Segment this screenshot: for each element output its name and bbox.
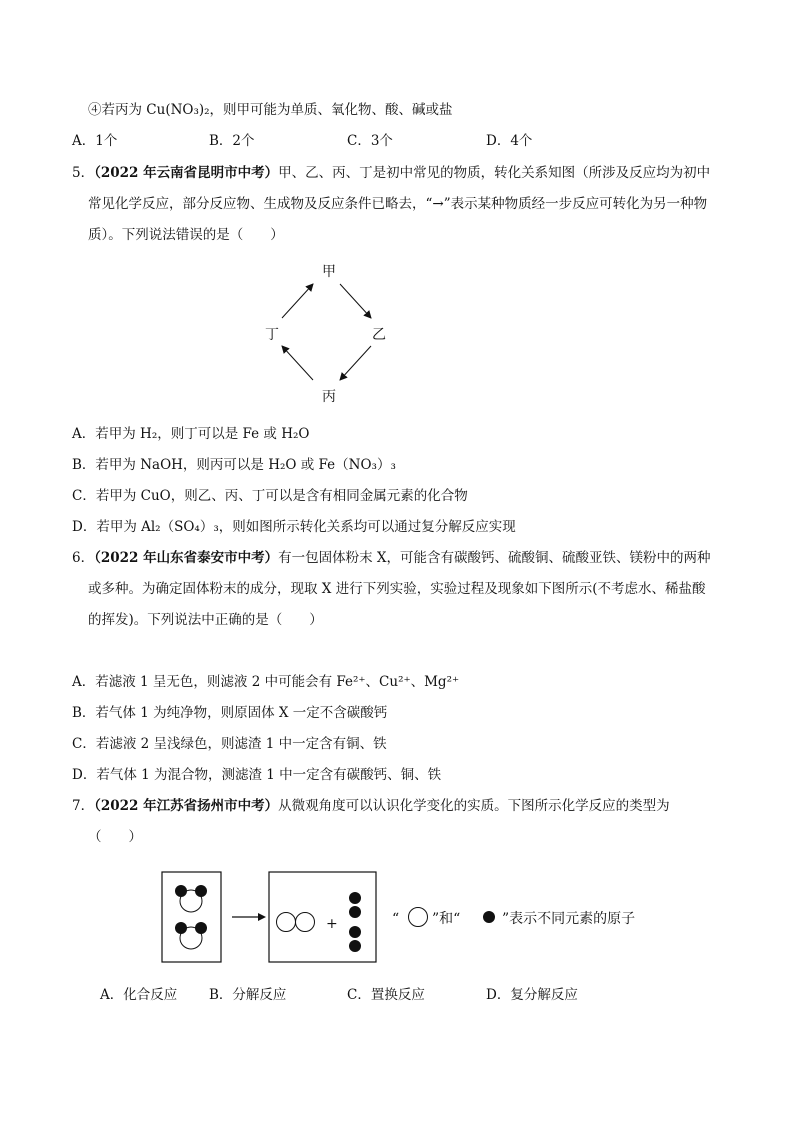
q6-stem-line1 xyxy=(72,549,711,567)
q7-stem-text: 从微观角度可以认识化学变化的实质。下图所示化学反应的类型为 xyxy=(278,798,670,814)
q4-option-c: C．3个 xyxy=(347,133,393,149)
reactant-molecule-1 xyxy=(175,885,207,912)
legend-and: ”和“ xyxy=(432,911,461,927)
q5-arrow-bing-to-ding xyxy=(282,346,313,380)
q7-number: 7． xyxy=(72,798,95,814)
q5-arrow-ding-to-jia xyxy=(282,284,313,318)
q7-option-c: C．置换反应 xyxy=(347,987,425,1003)
q5-conversion-diagram xyxy=(260,258,400,408)
product-molecule-white xyxy=(277,913,315,932)
legend-caption: ”表示不同元素的原子 xyxy=(502,911,636,927)
q4-statement-4: ④若丙为 Cu(NO₃)₂，则甲可能为单质、氧化物、酸、碱或盐 xyxy=(88,102,453,118)
q6-stem-line2: 或多种。为确定固体粉末的成分，现取 X 进行下列实验，实验过程及现象如下图所示(不考虑水、稀盐酸 xyxy=(88,581,706,597)
q5-source: （2022 年云南省昆明市中考） xyxy=(94,165,279,181)
q5-arrow-yi-to-bing xyxy=(340,346,371,380)
reaction-arrow-head xyxy=(258,913,266,921)
legend-black-atom xyxy=(483,911,495,923)
q5-stem-text: 甲、乙、丙、丁是初中常见的物质，转化关系知图（所涉及反应均为初中 xyxy=(278,165,711,181)
q7-source: （2022 年江苏省扬州市中考） xyxy=(94,798,279,814)
legend-white-atom xyxy=(409,908,428,927)
q4-option-a: A．1个 xyxy=(72,133,118,149)
q5-number: 5． xyxy=(72,165,95,181)
q7-molecule-diagram xyxy=(160,870,670,970)
q7-stem-line2: （ ） xyxy=(88,829,142,845)
q5-stem-line2: 常见化学反应，部分反应物、生成物及反应条件已略去，“→”表示某种物质经一步反应可转化为另一种物 xyxy=(88,196,708,212)
legend-open-quote: “ xyxy=(392,911,400,927)
q5-option-c: C．若甲为 CuO，则乙、丙、丁可以是含有相同金属元素的化合物 xyxy=(72,488,468,504)
q5-stem-line1 xyxy=(72,164,710,182)
q6-option-c: C．若滤液 2 呈浅绿色，则滤渣 1 中一定含有铜、铁 xyxy=(72,736,387,752)
q5-node-yi: 乙 xyxy=(372,327,386,343)
q6-stem-text: 有一包固体粉末 X，可能含有碳酸钙、硫酸铜、硫酸亚铁、镁粉中的两种 xyxy=(278,550,711,566)
q6-source: （2022 年山东省泰安市中考） xyxy=(94,550,279,566)
q5-node-ding: 丁 xyxy=(265,327,279,343)
q6-option-b: B．若气体 1 为纯净物，则原固体 X 一定不含碳酸钙 xyxy=(72,705,388,721)
q5-option-a: A．若甲为 H₂，则丁可以是 Fe 或 H₂O xyxy=(72,426,310,442)
q7-option-d: D．复分解反应 xyxy=(486,987,578,1003)
q7-option-a: A．化合反应 xyxy=(100,987,178,1003)
q6-option-d: D．若气体 1 为混合物，测滤渣 1 中一定含有碳酸钙、铜、铁 xyxy=(72,767,442,783)
q5-node-jia: 甲 xyxy=(322,264,336,280)
q6-option-a: A．若滤液 1 呈无色，则滤液 2 中可能会有 Fe²⁺、Cu²⁺、Mg²⁺ xyxy=(72,674,460,690)
q5-stem-line3: 质）。下列说法错误的是（ ） xyxy=(88,227,284,243)
q5-option-d: D．若甲为 Al₂（SO₄）₃，则如图所示转化关系均可以通过复分解反应实现 xyxy=(72,519,516,535)
q6-stem-line3: 的挥发)。下列说法中正确的是（ ） xyxy=(88,612,323,628)
q7-option-b: B．分解反应 xyxy=(209,987,287,1003)
q4-option-b: B．2个 xyxy=(209,133,255,149)
q7-stem-line1 xyxy=(72,797,670,815)
reactant-molecule-2 xyxy=(175,922,207,949)
q5-option-b: B．若甲为 NaOH，则丙可以是 H₂O 或 Fe（NO₃）₃ xyxy=(72,457,396,473)
q6-number: 6． xyxy=(72,550,95,566)
q5-arrow-jia-to-yi xyxy=(340,284,371,318)
atom-legend xyxy=(392,908,635,928)
product-molecules-black xyxy=(349,892,361,952)
plus-sign: + xyxy=(326,916,338,932)
q4-option-d: D．4个 xyxy=(486,133,533,149)
q5-node-bing: 丙 xyxy=(322,389,336,405)
